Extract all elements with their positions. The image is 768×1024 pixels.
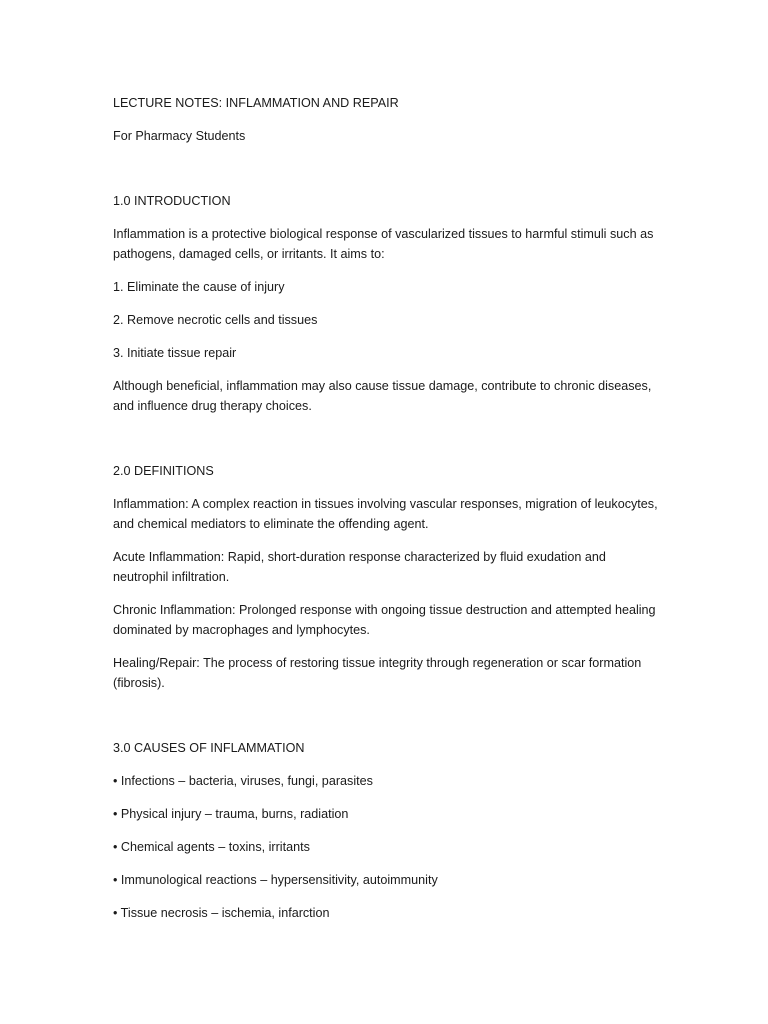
definition-item: Chronic Inflammation: Prolonged response with ongoing tissue destruction and attempted healing dominated by macrophages and lymphocytes. [113,603,656,637]
aim-item: 3. Initiate tissue repair [113,346,237,360]
section-heading-introduction: 1.0 INTRODUCTION [113,194,231,208]
introduction-paragraph: Inflammation is a protective biological response of vascularized tissues to harmful stimuli such as pathogens, damaged cells, or irritants. It aims to: [113,227,654,261]
aim-item: 2. Remove necrotic cells and tissues [113,313,318,327]
document-title: LECTURE NOTES: INFLAMMATION AND REPAIR [113,96,399,110]
definition-item: Healing/Repair: The process of restoring tissue integrity through regeneration or scar formation (fibrosis). [113,656,642,690]
section-heading-definitions: 2.0 DEFINITIONS [113,464,214,478]
cause-item: • Chemical agents – toxins, irritants [113,840,310,854]
introduction-closing: Although beneficial, inflammation may also cause tissue damage, contribute to chronic diseases, and influence drug therapy choices. [113,379,652,413]
cause-item: • Immunological reactions – hypersensitivity, autoimmunity [113,873,438,887]
spacer [113,159,658,191]
cause-item: • Infections – bacteria, viruses, fungi, parasites [113,774,373,788]
spacer [113,706,658,738]
spacer [113,429,658,461]
cause-item: • Physical injury – trauma, burns, radiation [113,807,349,821]
definition-item: Acute Inflammation: Rapid, short-duration response characterized by fluid exudation and neutrophil infiltration. [113,550,606,584]
definition-item: Inflammation: A complex reaction in tissues involving vascular responses, migration of leukocytes, and chemical mediators to eliminate the offending agent. [113,497,658,531]
document-subtitle: For Pharmacy Students [113,129,246,143]
cause-item: • Tissue necrosis – ischemia, infarction [113,906,330,920]
document-body [113,93,658,936]
aim-item: 1. Eliminate the cause of injury [113,280,285,294]
section-heading-causes: 3.0 CAUSES OF INFLAMMATION [113,741,305,755]
